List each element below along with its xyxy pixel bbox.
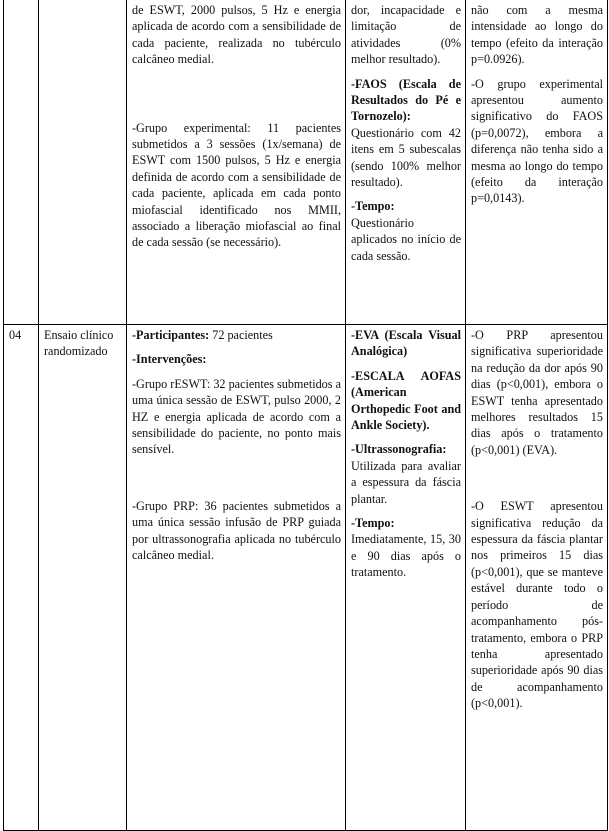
results-cell [466,325,608,831]
prp-group-paragraph: -Grupo PRP: 36 pacientes submetidos a uma única sessão infusão de PRP guiada por ultrassonografia aplicada no tubérculo calcâneo medial. [132,498,341,563]
results-cell [466,0,608,325]
aofas-title: -ESCALA AOFAS (American Orthopedic Foot and Ankle Society). [351,368,461,433]
interventions-paragraph: de ESWT, 2000 pulsos, 5 Hz e energia aplicada de acordo com a sensibilidade de cada paciente, realizada no tubérculo calcâneo medial. [132,3,341,67]
table-row [4,0,608,325]
interventions-cell [127,325,346,831]
ultrasound-line: -Ultrassonografia: Utilizada para avaliar a espessura da fáscia plantar. [351,442,461,506]
results-paragraph: -O PRP apresentou significativa superioridade na redução da dor após 90 dias (p<0,001), embora o ESWT tenha apresentado melhores resultados 15 dias após o tratamento (p<0,001) (EVA). [471,328,603,457]
participants-line: -Participantes: 72 pacientes [132,328,273,342]
results-paragraph: -O ESWT apresentou significativa redução da espessura da fáscia plantar nos primeiros 15 dias (p<0,001), que se manteve estável durante todo o período de acompanhamento pós-tratamento, embora o PRP tenha apresentado superioridade após 90 dias de acompanhamento (p<0,001). [471,499,603,711]
study-design-cell: Ensaio clínico randomizado [39,325,127,831]
study-design-cell [39,0,127,325]
measures-paragraph: dor, incapacidade e limitação de atividades (0% melhor resultado). [351,3,461,67]
results-paragraph: -O grupo experimental apresentou aumento significativo do FAOS (p=0,0072), embora a diferença não tenha sido a mesma ao longo do tempo (efeito da interação p=0,0143). [471,76,603,206]
tempo-text: Questionário aplicados no início de cada sessão. [351,215,461,263]
eva-title: -EVA (Escala Visual Analógica) [351,328,461,359]
tempo-title: -Tempo: [351,199,395,214]
resWT-group-paragraph: -Grupo rESWT: 32 pacientes submetidos a uma única sessão de ESWT, pulso 2000, 2 HZ e energia aplicada de acordo com a sensibilidade do paciente, no ponto mais sensível. [132,376,341,457]
results-paragraph: não com a mesma intensidade ao longo do tempo (efeito da interação p=0.0926). [471,3,603,67]
tempo-line: -Tempo: Imediatamente, 15, 30 e 90 dias após o tratamento. [351,516,461,580]
study-number-cell: 04 [4,325,39,831]
study-number-cell [4,0,39,325]
measures-cell [346,0,466,325]
interventions-cell [127,0,346,325]
interventions-label: -Intervenções: [132,352,207,367]
experimental-group-paragraph: -Grupo experimental: 11 pacientes submetidos a 3 sessões (1x/semana) de ESWT com 1500 pulsos, 5 Hz e energia definida de acordo com a sensibilidade de cada paciente, aplicada em cada ponto miofascial identificado nos MMII, associado a liberação miofascial ao final de cada sessão (se necessário). [132,120,341,250]
faos-title: -FAOS (Escala de Resultados do Pé e Tornozelo): [351,76,461,124]
study-table [3,0,608,831]
faos-text: Questionário com 42 itens em 5 subescalas (sendo 100% melhor resultado). [351,125,461,190]
table-row [4,325,608,831]
measures-cell [346,325,466,831]
